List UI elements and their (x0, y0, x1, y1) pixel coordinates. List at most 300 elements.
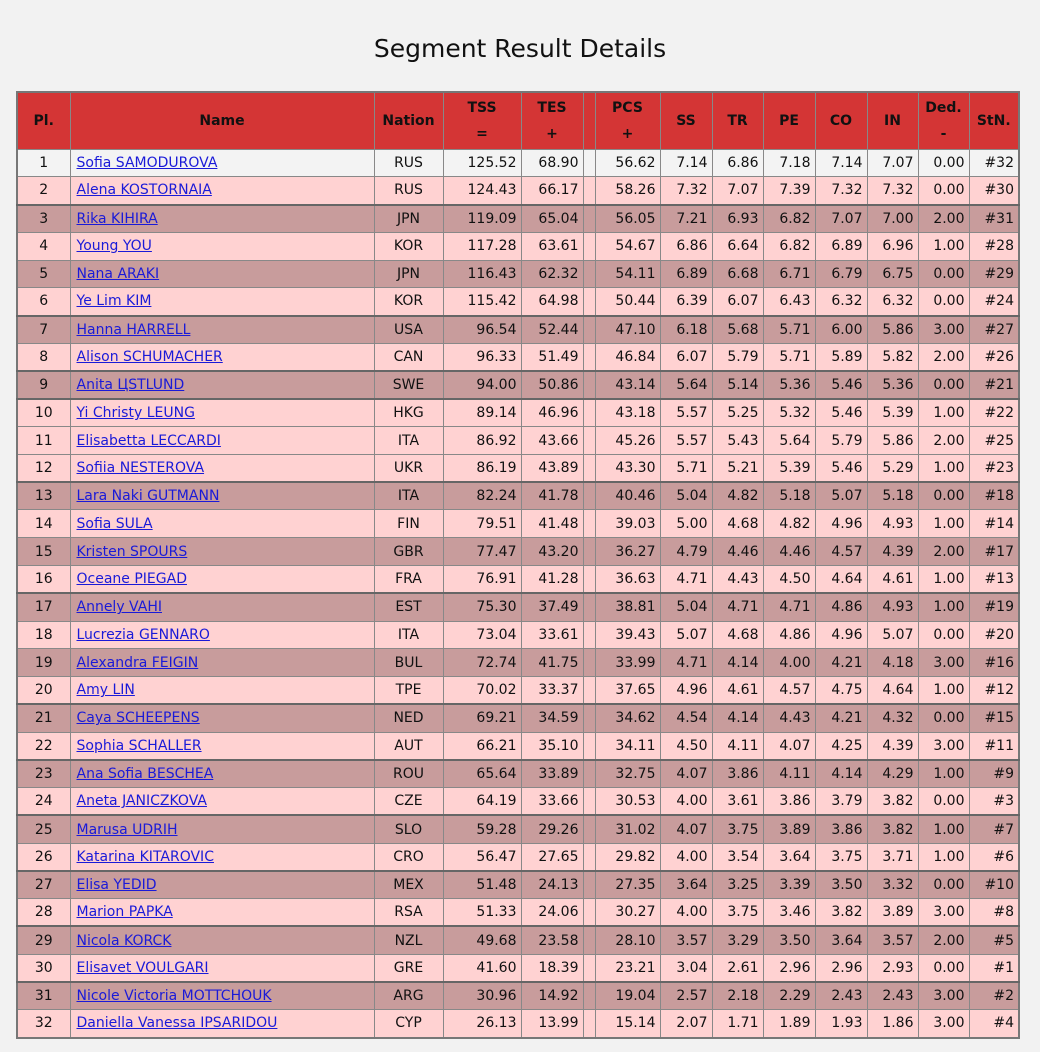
cell-name (70, 260, 374, 288)
cell-pe: 5.64 (763, 427, 815, 455)
cell-nation: TPE (374, 677, 443, 705)
col-header-co: CO (815, 92, 867, 149)
table-row (17, 343, 1019, 371)
cell-tss: 86.92 (443, 427, 521, 455)
col-header-name: Name (70, 92, 374, 149)
cell-gap (583, 815, 595, 843)
competitor-link[interactable]: Caya SCHEEPENS (76, 710, 200, 727)
col-header-tss-label: TSS (467, 99, 497, 116)
cell-in: 4.18 (867, 649, 918, 677)
competitor-link[interactable]: Alexandra FEIGIN (76, 654, 199, 671)
cell-tss: 116.43 (443, 260, 521, 288)
cell-name (70, 205, 374, 233)
cell-name (70, 371, 374, 399)
cell-tss: 64.19 (443, 788, 521, 816)
table-row (17, 288, 1019, 316)
cell-name (70, 482, 374, 510)
cell-pe: 3.39 (763, 871, 815, 899)
cell-pe: 3.89 (763, 815, 815, 843)
cell-nation: KOR (374, 232, 443, 260)
cell-start-number: #20 (969, 621, 1019, 649)
cell-gap (583, 1010, 595, 1038)
cell-tss: 70.02 (443, 677, 521, 705)
cell-tr: 4.82 (712, 482, 763, 510)
cell-tr: 6.93 (712, 205, 763, 233)
cell-tes: 33.89 (521, 760, 583, 788)
cell-tes: 52.44 (521, 316, 583, 344)
cell-tr: 5.43 (712, 427, 763, 455)
cell-ded: 1.00 (918, 454, 969, 482)
cell-ded: 2.00 (918, 427, 969, 455)
cell-start-number: #28 (969, 232, 1019, 260)
table-row (17, 788, 1019, 816)
cell-place: 1 (17, 149, 70, 177)
table-row (17, 760, 1019, 788)
cell-start-number: #12 (969, 677, 1019, 705)
cell-pe: 6.82 (763, 232, 815, 260)
cell-nation: SWE (374, 371, 443, 399)
table-row (17, 177, 1019, 205)
col-header-ded (918, 92, 969, 149)
cell-gap (583, 510, 595, 538)
cell-start-number: #24 (969, 288, 1019, 316)
cell-in: 4.93 (867, 593, 918, 621)
cell-tes: 43.20 (521, 538, 583, 566)
cell-ded: 3.00 (918, 982, 969, 1010)
cell-tes: 50.86 (521, 371, 583, 399)
cell-in: 5.39 (867, 399, 918, 427)
cell-name (70, 815, 374, 843)
competitor-link[interactable]: Anita ЦSTLUND (76, 377, 185, 393)
competitor-link[interactable]: Nana ARAKI (76, 265, 160, 282)
cell-ss: 3.57 (660, 926, 712, 954)
cell-place: 13 (17, 482, 70, 510)
cell-ss: 4.79 (660, 538, 712, 566)
table-row (17, 316, 1019, 344)
cell-tes: 13.99 (521, 1010, 583, 1038)
table-row (17, 427, 1019, 455)
cell-co: 4.96 (815, 510, 867, 538)
cell-ss: 5.71 (660, 454, 712, 482)
cell-in: 4.39 (867, 732, 918, 760)
cell-ss: 5.00 (660, 510, 712, 538)
cell-tss: 94.00 (443, 371, 521, 399)
cell-ded: 1.00 (918, 677, 969, 705)
cell-pe: 6.43 (763, 288, 815, 316)
competitor-link[interactable]: Aneta JANICZKOVA (76, 793, 207, 810)
cell-tr: 4.68 (712, 621, 763, 649)
col-header-place: Pl. (17, 92, 70, 149)
competitor-link[interactable]: Young YOU (76, 238, 152, 255)
col-header-tes-label: TES (537, 99, 567, 116)
cell-in: 5.86 (867, 427, 918, 455)
table-row (17, 954, 1019, 982)
cell-name (70, 149, 374, 177)
cell-ss: 7.32 (660, 177, 712, 205)
cell-ss: 6.18 (660, 316, 712, 344)
cell-tss: 66.21 (443, 732, 521, 760)
cell-pcs: 34.62 (595, 704, 660, 732)
cell-nation: ROU (374, 760, 443, 788)
cell-tes: 62.32 (521, 260, 583, 288)
cell-ded: 1.00 (918, 760, 969, 788)
competitor-link[interactable]: Sofia SAMODUROVA (76, 154, 218, 171)
cell-pcs: 30.53 (595, 788, 660, 816)
col-header-tes-sub: + (546, 125, 558, 142)
cell-nation: AUT (374, 732, 443, 760)
cell-in: 5.07 (867, 621, 918, 649)
cell-tss: 75.30 (443, 593, 521, 621)
competitor-link[interactable]: Sofiia NESTEROVA (76, 460, 205, 477)
table-row (17, 621, 1019, 649)
cell-pe: 4.07 (763, 732, 815, 760)
competitor-link[interactable]: Nicola KORCK (76, 932, 172, 949)
competitor-link[interactable]: Hanna HARRELL (76, 321, 191, 338)
cell-tes: 23.58 (521, 926, 583, 954)
cell-nation: GBR (374, 538, 443, 566)
competitor-link[interactable]: Elisa YEDID (76, 877, 157, 894)
table-row (17, 538, 1019, 566)
cell-tss: 65.64 (443, 760, 521, 788)
cell-pcs: 36.63 (595, 565, 660, 593)
cell-ded: 1.00 (918, 399, 969, 427)
cell-in: 5.18 (867, 482, 918, 510)
cell-place: 8 (17, 343, 70, 371)
cell-in: 2.43 (867, 982, 918, 1010)
cell-nation: ITA (374, 621, 443, 649)
cell-ss: 5.64 (660, 371, 712, 399)
cell-name (70, 399, 374, 427)
cell-name (70, 454, 374, 482)
cell-pe: 3.50 (763, 926, 815, 954)
cell-co: 6.32 (815, 288, 867, 316)
competitor-link[interactable]: Oceane PIEGAD (76, 571, 187, 588)
cell-nation: JPN (374, 205, 443, 233)
col-header-stn: StN. (969, 92, 1019, 149)
cell-pe: 2.29 (763, 982, 815, 1010)
cell-ded: 3.00 (918, 1010, 969, 1038)
cell-co: 3.86 (815, 815, 867, 843)
col-header-tss (443, 92, 521, 149)
cell-start-number: #9 (969, 760, 1019, 788)
cell-tr: 6.68 (712, 260, 763, 288)
cell-tss: 73.04 (443, 621, 521, 649)
cell-place: 32 (17, 1010, 70, 1038)
cell-in: 3.71 (867, 843, 918, 871)
table-row (17, 843, 1019, 871)
cell-co: 6.89 (815, 232, 867, 260)
cell-tss: 96.33 (443, 343, 521, 371)
cell-co: 4.96 (815, 621, 867, 649)
cell-ded: 1.00 (918, 232, 969, 260)
competitor-link[interactable]: Elisabetta LECCARDI (76, 432, 221, 449)
cell-tr: 5.68 (712, 316, 763, 344)
cell-start-number: #26 (969, 343, 1019, 371)
cell-start-number: #17 (969, 538, 1019, 566)
competitor-link[interactable]: Nicole Victoria MOTTCHOUK (76, 988, 272, 1005)
cell-co: 4.21 (815, 649, 867, 677)
cell-tes: 14.92 (521, 982, 583, 1010)
cell-pcs: 58.26 (595, 177, 660, 205)
competitor-link[interactable]: Daniella Vanessa IPSARIDOU (76, 1015, 278, 1032)
cell-nation: ITA (374, 482, 443, 510)
cell-pcs: 43.30 (595, 454, 660, 482)
cell-place: 16 (17, 565, 70, 593)
cell-gap (583, 565, 595, 593)
cell-gap (583, 760, 595, 788)
col-header-nation: Nation (374, 92, 443, 149)
col-header-pcs-label: PCS (612, 99, 643, 116)
cell-start-number: #3 (969, 788, 1019, 816)
cell-tes: 51.49 (521, 343, 583, 371)
cell-co: 6.79 (815, 260, 867, 288)
cell-in: 2.93 (867, 954, 918, 982)
cell-co: 5.89 (815, 343, 867, 371)
cell-tss: 124.43 (443, 177, 521, 205)
cell-tr: 6.86 (712, 149, 763, 177)
cell-tss: 51.33 (443, 899, 521, 927)
cell-co: 6.00 (815, 316, 867, 344)
cell-pe: 5.32 (763, 399, 815, 427)
cell-pcs: 23.21 (595, 954, 660, 982)
cell-place: 30 (17, 954, 70, 982)
cell-in: 6.96 (867, 232, 918, 260)
cell-pcs: 40.46 (595, 482, 660, 510)
cell-tes: 41.48 (521, 510, 583, 538)
cell-in: 4.29 (867, 760, 918, 788)
cell-pe: 3.46 (763, 899, 815, 927)
cell-tes: 66.17 (521, 177, 583, 205)
col-header-pe: PE (763, 92, 815, 149)
cell-gap (583, 732, 595, 760)
cell-pe: 5.71 (763, 343, 815, 371)
cell-name (70, 510, 374, 538)
cell-in: 3.82 (867, 815, 918, 843)
competitor-link[interactable]: Amy LIN (76, 682, 135, 699)
cell-ded: 2.00 (918, 538, 969, 566)
competitor-link[interactable]: Elisavet VOULGARI (76, 959, 209, 976)
cell-gap (583, 482, 595, 510)
cell-tss: 77.47 (443, 538, 521, 566)
cell-pcs: 39.43 (595, 621, 660, 649)
cell-pcs: 46.84 (595, 343, 660, 371)
col-header-ss: SS (660, 92, 712, 149)
cell-ss: 7.21 (660, 205, 712, 233)
cell-pe: 7.18 (763, 149, 815, 177)
cell-nation: CZE (374, 788, 443, 816)
cell-nation: RSA (374, 899, 443, 927)
cell-name (70, 565, 374, 593)
competitor-link[interactable]: Sophia SCHALLER (76, 737, 202, 754)
table-row (17, 371, 1019, 399)
cell-name (70, 177, 374, 205)
cell-pe: 4.57 (763, 677, 815, 705)
cell-gap (583, 593, 595, 621)
cell-co: 1.93 (815, 1010, 867, 1038)
competitor-link[interactable]: Katarina KITAROVIC (76, 848, 214, 865)
cell-nation: CAN (374, 343, 443, 371)
cell-pcs: 29.82 (595, 843, 660, 871)
cell-tss: 125.52 (443, 149, 521, 177)
cell-tr: 4.11 (712, 732, 763, 760)
cell-in: 4.61 (867, 565, 918, 593)
cell-nation: CRO (374, 843, 443, 871)
table-row (17, 510, 1019, 538)
cell-name (70, 1010, 374, 1038)
cell-place: 18 (17, 621, 70, 649)
cell-ded: 3.00 (918, 899, 969, 927)
cell-pcs: 56.05 (595, 205, 660, 233)
cell-tr: 3.61 (712, 788, 763, 816)
cell-place: 23 (17, 760, 70, 788)
cell-pcs: 32.75 (595, 760, 660, 788)
cell-gap (583, 205, 595, 233)
cell-co: 5.46 (815, 399, 867, 427)
cell-gap (583, 788, 595, 816)
cell-tr: 3.25 (712, 871, 763, 899)
cell-pe: 4.86 (763, 621, 815, 649)
competitor-link[interactable]: Lara Naki GUTMANN (76, 488, 220, 505)
cell-place: 31 (17, 982, 70, 1010)
cell-co: 5.79 (815, 427, 867, 455)
cell-tr: 5.25 (712, 399, 763, 427)
cell-place: 2 (17, 177, 70, 205)
cell-pe: 4.71 (763, 593, 815, 621)
cell-tr: 4.71 (712, 593, 763, 621)
results-table (16, 91, 1020, 1039)
cell-tes: 34.59 (521, 704, 583, 732)
cell-ss: 4.00 (660, 788, 712, 816)
cell-tes: 33.66 (521, 788, 583, 816)
cell-pcs: 36.27 (595, 538, 660, 566)
cell-ded: 2.00 (918, 926, 969, 954)
cell-place: 22 (17, 732, 70, 760)
cell-ded: 1.00 (918, 510, 969, 538)
table-row (17, 871, 1019, 899)
cell-nation: NZL (374, 926, 443, 954)
cell-in: 5.29 (867, 454, 918, 482)
cell-start-number: #21 (969, 371, 1019, 399)
cell-co: 7.32 (815, 177, 867, 205)
competitor-link[interactable]: Alena KOSTORNAIA (76, 182, 212, 199)
cell-nation: GRE (374, 954, 443, 982)
cell-pe: 4.11 (763, 760, 815, 788)
cell-gap (583, 871, 595, 899)
cell-co: 5.07 (815, 482, 867, 510)
cell-start-number: #8 (969, 899, 1019, 927)
cell-pcs: 39.03 (595, 510, 660, 538)
cell-co: 4.21 (815, 704, 867, 732)
cell-ded: 1.00 (918, 565, 969, 593)
cell-tes: 27.65 (521, 843, 583, 871)
cell-start-number: #13 (969, 565, 1019, 593)
table-row (17, 732, 1019, 760)
cell-pe: 5.36 (763, 371, 815, 399)
table-row (17, 454, 1019, 482)
cell-ded: 3.00 (918, 732, 969, 760)
competitor-link[interactable]: Lucrezia GENNARO (76, 626, 210, 643)
cell-ded: 2.00 (918, 343, 969, 371)
cell-ss: 4.54 (660, 704, 712, 732)
cell-ss: 2.07 (660, 1010, 712, 1038)
cell-start-number: #7 (969, 815, 1019, 843)
cell-gap (583, 232, 595, 260)
competitor-link[interactable]: Kristen SPOURS (76, 543, 188, 560)
cell-tss: 96.54 (443, 316, 521, 344)
cell-ded: 3.00 (918, 316, 969, 344)
cell-start-number: #22 (969, 399, 1019, 427)
competitor-link[interactable]: Rika KIHIRA (76, 210, 158, 227)
cell-ded: 1.00 (918, 593, 969, 621)
cell-ded: 0.00 (918, 149, 969, 177)
table-row (17, 677, 1019, 705)
cell-pcs: 43.14 (595, 371, 660, 399)
competitor-link[interactable]: Annely VAHI (76, 599, 162, 616)
cell-ded: 0.00 (918, 371, 969, 399)
cell-name (70, 871, 374, 899)
cell-start-number: #15 (969, 704, 1019, 732)
cell-in: 7.32 (867, 177, 918, 205)
cell-ss: 7.14 (660, 149, 712, 177)
competitor-link[interactable]: Yi Christy LEUNG (76, 405, 195, 422)
cell-tss: 115.42 (443, 288, 521, 316)
cell-place: 3 (17, 205, 70, 233)
cell-pcs: 45.26 (595, 427, 660, 455)
cell-pcs: 38.81 (595, 593, 660, 621)
competitor-link[interactable]: Alison SCHUMACHER (76, 348, 223, 365)
cell-pcs: 33.99 (595, 649, 660, 677)
cell-ded: 0.00 (918, 704, 969, 732)
cell-gap (583, 149, 595, 177)
cell-ss: 3.04 (660, 954, 712, 982)
cell-in: 3.57 (867, 926, 918, 954)
cell-pe: 4.82 (763, 510, 815, 538)
cell-place: 4 (17, 232, 70, 260)
cell-name (70, 899, 374, 927)
cell-place: 28 (17, 899, 70, 927)
competitor-link[interactable]: Marusa UDRIH (76, 821, 178, 838)
cell-gap (583, 454, 595, 482)
cell-ss: 5.57 (660, 399, 712, 427)
cell-nation: FRA (374, 565, 443, 593)
cell-co: 7.14 (815, 149, 867, 177)
cell-pe: 3.86 (763, 788, 815, 816)
cell-start-number: #23 (969, 454, 1019, 482)
cell-tr: 4.68 (712, 510, 763, 538)
cell-name (70, 316, 374, 344)
cell-name (70, 288, 374, 316)
competitor-link[interactable]: Sofia SULA (76, 515, 153, 532)
cell-tes: 43.89 (521, 454, 583, 482)
cell-tss: 59.28 (443, 815, 521, 843)
cell-ded: 0.00 (918, 954, 969, 982)
cell-tss: 72.74 (443, 649, 521, 677)
cell-tss: 86.19 (443, 454, 521, 482)
cell-in: 6.32 (867, 288, 918, 316)
cell-tes: 33.37 (521, 677, 583, 705)
competitor-link[interactable]: Ana Sofia BESCHEA (76, 765, 214, 782)
results-body (17, 149, 1019, 1038)
competitor-link[interactable]: Marion PAPKA (76, 904, 173, 921)
cell-ss: 4.96 (660, 677, 712, 705)
table-row (17, 205, 1019, 233)
cell-nation: ITA (374, 427, 443, 455)
competitor-link[interactable]: Ye Lim KIM (76, 293, 152, 310)
cell-ss: 4.07 (660, 815, 712, 843)
cell-co: 7.07 (815, 205, 867, 233)
cell-nation: RUS (374, 149, 443, 177)
cell-in: 3.82 (867, 788, 918, 816)
